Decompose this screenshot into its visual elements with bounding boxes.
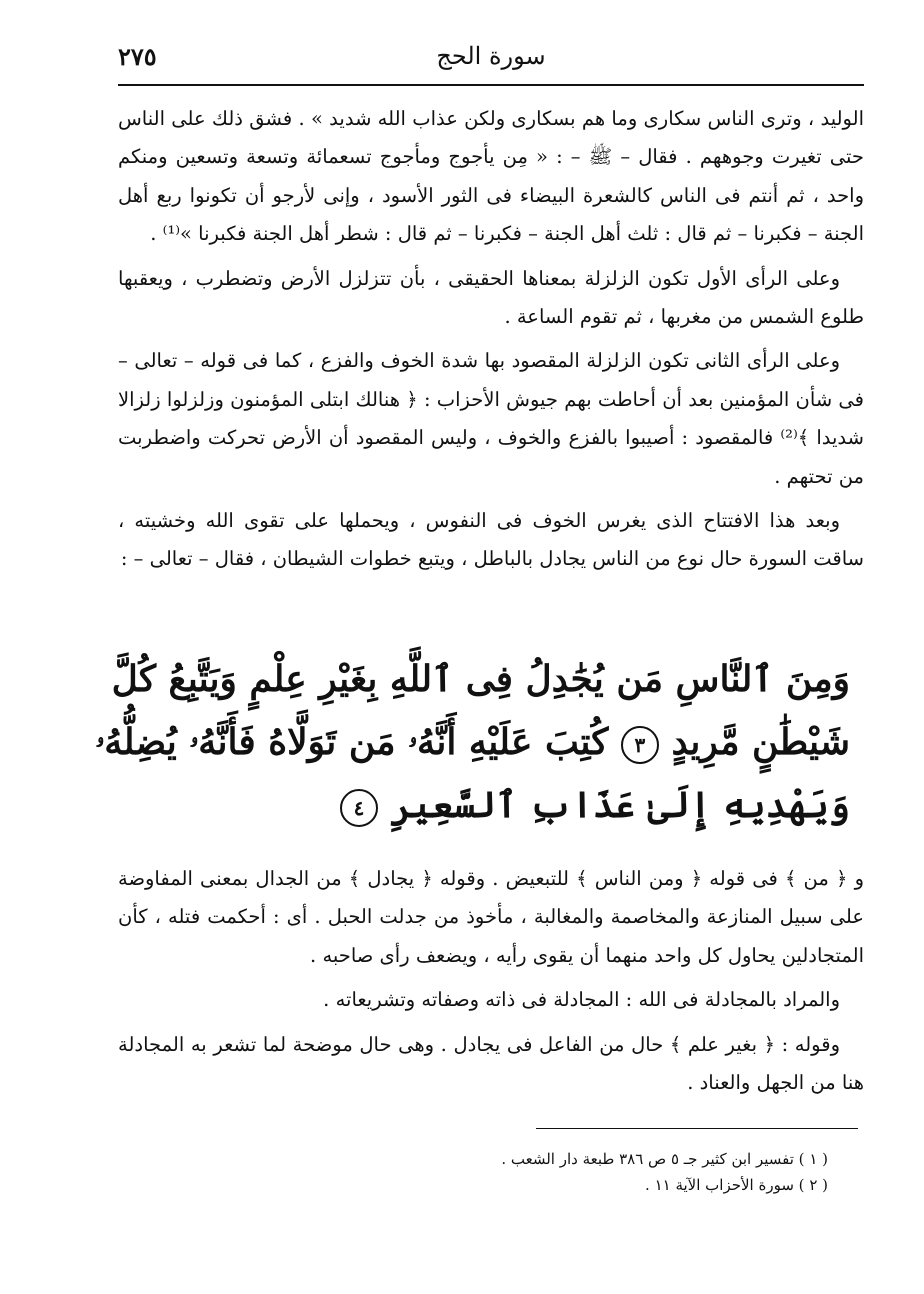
page-header [118, 36, 864, 80]
paragraph: الوليد ، وترى الناس سكارى وما هم بسكارى ولكن عذاب الله شديد » . فشق ذلك على الناس حتى تغيرت وجوههم . فقال – ﷺ – : « مِن يأجوج ومأجوج تسعمائة وتسعة وتسعين ومنكم واحد ، ثم أنتم فى الناس كالشعرة البيضاء فى الثور الأسود ، وإنى لأرجو أن تكونوا ربع أهل الجنة – فكبرنا – ثم قال : ثلث أهل الجنة – فكبرنا – ثم قال : شطر أهل الجنة فكبرنا »⁽¹⁾ . [118, 107, 864, 246]
verse-line [95, 711, 850, 774]
paragraph: وقوله : ﴿ بغير علم ﴾ حال من الفاعل فى يجادل . وهى حال موضحة لما تشعر به المجادلة هنا من الجهل والعناد . [118, 1032, 864, 1095]
header-rule [118, 84, 864, 86]
footnote: ( ٢ ) سورة الأحزاب الآية ١١ . [645, 1176, 828, 1194]
footnote-rule [536, 1128, 858, 1129]
footnotes [418, 1146, 828, 1198]
paragraph: وعلى الرأى الثانى تكون الزلزلة المقصود بها شدة الخوف والفزع ، كما فى قوله – تعالى – فى شأن المؤمنين بعد أن أحاطت بهم جيوش الأحزاب : ﴿ هنالك ابتلى المؤمنون وزلزلوا زلزالا شديدا ﴾⁽²⁾ فالمقصود : أصيبوا بالفزع والخوف ، وليس المقصود أن الأرض تحركت واضطربت من تحتهم . [118, 349, 864, 488]
paragraph: وبعد هذا الافتتاح الذى يغرس الخوف فى النفوس ، ويحملها على تقوى الله وخشيته ، ساقت السورة حال نوع من الناس يجادل بالباطل ، ويتبع خطوات الشيطان ، فقال – تعالى – : [118, 509, 864, 571]
ayah-number-marker: ٣ [621, 726, 659, 764]
verse-text: وَمِنَ ٱلنَّاسِ مَن يُجَٰدِلُ فِى ٱللَّهِ بِغَيْرِ عِلْمٍ وَيَتَّبِعُ كُلَّ [111, 658, 850, 700]
running-title: سورة الحج [436, 42, 546, 70]
verse-text: كُتِبَ عَلَيْهِ أَنَّهُۥ مَن تَوَلَّاهُ فَأَنَّهُۥ يُضِلُّهُۥ [95, 721, 609, 763]
verse-text: شَيْطَٰنٍ مَّرِيدٍ [671, 721, 850, 763]
quran-verse-block [95, 648, 850, 837]
verse-line [111, 648, 850, 711]
verse-line [200, 774, 850, 837]
ayah-number-marker: ٤ [340, 789, 378, 827]
footnote: ( ١ ) تفسير ابن كثير جـ ٥ ص ٣٨٦ طبعة دار الشعب . [501, 1150, 828, 1168]
body-text-bottom [118, 860, 864, 1108]
page-number: ٢٧٥ [118, 42, 157, 71]
body-text-top [118, 100, 864, 585]
paragraph: وعلى الرأى الأول تكون الزلزلة بمعناها الحقيقى ، بأن تتزلزل الأرض وتضطرب ، ويعقبها طلوع الشمس من مغربها ، ثم تقوم الساعة . [118, 266, 864, 329]
paragraph: و ﴿ من ﴾ فى قوله ﴿ ومن الناس ﴾ للتبعيض . وقوله ﴿ يجادل ﴾ من الجدال بمعنى المفاوضة على سبيل المنازعة والمخاصمة والمغالبة ، مأخوذ من جدلت الحبل . أى : أحكمت فتله ، كأن المتجادلين يحاول كل واحد منهما أن يقوى رأيه ، ويضعف رأى صاحبه . [118, 867, 864, 967]
verse-text: وَيَهْدِيهِ إِلَىٰ عَذَابِ ٱلسَّعِيرِ [390, 784, 850, 826]
paragraph: والمراد بالمجادلة فى الله : المجادلة فى ذاته وصفاته وتشريعاته . [323, 988, 840, 1012]
